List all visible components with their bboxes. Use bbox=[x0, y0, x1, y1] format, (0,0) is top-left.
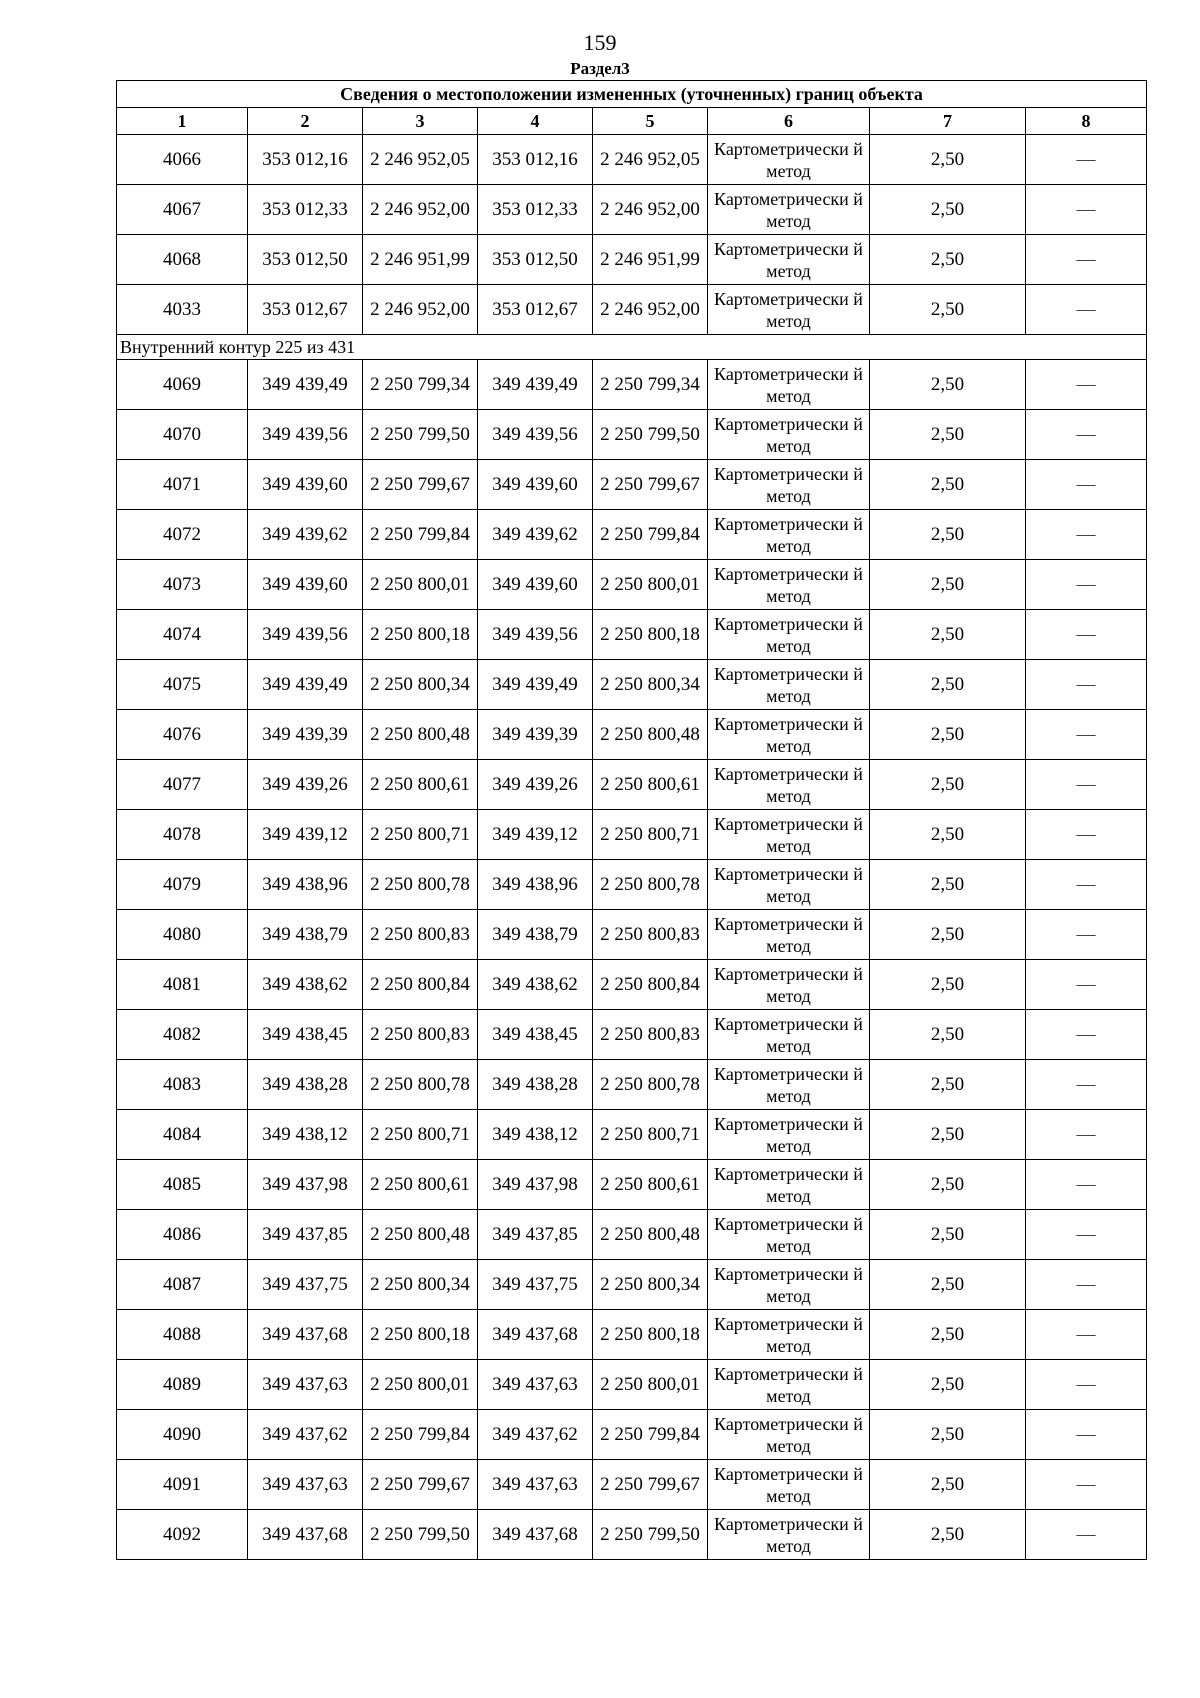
x-old-cell: 349 438,45 bbox=[248, 1010, 363, 1060]
note-cell: — bbox=[1026, 610, 1147, 660]
table-row bbox=[117, 760, 1147, 810]
point-number-cell: 4068 bbox=[117, 235, 248, 285]
x-old-cell: 349 439,39 bbox=[248, 710, 363, 760]
x-old-cell: 349 437,85 bbox=[248, 1210, 363, 1260]
x-old-cell: 353 012,33 bbox=[248, 185, 363, 235]
y-new-cell: 2 250 799,50 bbox=[593, 410, 708, 460]
method-cell: Картометрически й метод bbox=[708, 1360, 870, 1410]
y-old-cell: 2 250 800,61 bbox=[363, 1160, 478, 1210]
table-row bbox=[117, 560, 1147, 610]
page-number: 159 bbox=[583, 30, 617, 55]
column-number: 7 bbox=[870, 108, 1026, 135]
method-cell: Картометрически й метод bbox=[708, 185, 870, 235]
note-cell: — bbox=[1026, 285, 1147, 335]
method-cell: Картометрически й метод bbox=[708, 1060, 870, 1110]
y-old-cell: 2 250 799,84 bbox=[363, 510, 478, 560]
accuracy-cell: 2,50 bbox=[870, 360, 1026, 410]
x-old-cell: 349 438,12 bbox=[248, 1110, 363, 1160]
note-cell: — bbox=[1026, 360, 1147, 410]
table-row bbox=[117, 510, 1147, 560]
x-new-cell: 349 439,39 bbox=[478, 710, 593, 760]
point-number-cell: 4079 bbox=[117, 860, 248, 910]
note-cell: — bbox=[1026, 1410, 1147, 1460]
y-old-cell: 2 250 800,34 bbox=[363, 660, 478, 710]
table-row bbox=[117, 1360, 1147, 1410]
table-row bbox=[117, 410, 1147, 460]
note-cell: — bbox=[1026, 510, 1147, 560]
x-old-cell: 349 438,28 bbox=[248, 1060, 363, 1110]
x-new-cell: 349 437,68 bbox=[478, 1510, 593, 1560]
column-number: 1 bbox=[117, 108, 248, 135]
y-old-cell: 2 250 800,83 bbox=[363, 910, 478, 960]
y-new-cell: 2 250 800,48 bbox=[593, 710, 708, 760]
x-new-cell: 349 438,79 bbox=[478, 910, 593, 960]
x-old-cell: 349 439,12 bbox=[248, 810, 363, 860]
point-number-cell: 4080 bbox=[117, 910, 248, 960]
y-new-cell: 2 250 800,71 bbox=[593, 810, 708, 860]
note-cell: — bbox=[1026, 1460, 1147, 1510]
x-new-cell: 349 438,62 bbox=[478, 960, 593, 1010]
x-new-cell: 349 438,96 bbox=[478, 860, 593, 910]
method-cell: Картометрически й метод bbox=[708, 1460, 870, 1510]
method-cell: Картометрически й метод bbox=[708, 235, 870, 285]
y-new-cell: 2 250 800,78 bbox=[593, 1060, 708, 1110]
note-cell: — bbox=[1026, 1510, 1147, 1560]
method-cell: Картометрически й метод bbox=[708, 1160, 870, 1210]
x-old-cell: 349 437,68 bbox=[248, 1310, 363, 1360]
y-old-cell: 2 250 800,84 bbox=[363, 960, 478, 1010]
point-number-cell: 4075 bbox=[117, 660, 248, 710]
accuracy-cell: 2,50 bbox=[870, 1460, 1026, 1510]
method-cell: Картометрически й метод bbox=[708, 1010, 870, 1060]
y-old-cell: 2 250 800,71 bbox=[363, 1110, 478, 1160]
accuracy-cell: 2,50 bbox=[870, 235, 1026, 285]
y-old-cell: 2 250 799,50 bbox=[363, 410, 478, 460]
table-row bbox=[117, 860, 1147, 910]
table-row bbox=[117, 185, 1147, 235]
accuracy-cell: 2,50 bbox=[870, 285, 1026, 335]
y-old-cell: 2 250 800,18 bbox=[363, 610, 478, 660]
table-row bbox=[117, 1260, 1147, 1310]
method-cell: Картометрически й метод bbox=[708, 285, 870, 335]
method-cell: Картометрически й метод bbox=[708, 710, 870, 760]
x-old-cell: 349 437,98 bbox=[248, 1160, 363, 1210]
x-new-cell: 349 438,28 bbox=[478, 1060, 593, 1110]
x-old-cell: 349 439,60 bbox=[248, 460, 363, 510]
x-new-cell: 349 439,56 bbox=[478, 610, 593, 660]
x-new-cell: 349 439,60 bbox=[478, 460, 593, 510]
point-number-cell: 4081 bbox=[117, 960, 248, 1010]
table-row bbox=[117, 610, 1147, 660]
x-old-cell: 349 439,56 bbox=[248, 410, 363, 460]
note-cell: — bbox=[1026, 135, 1147, 185]
x-old-cell: 349 439,62 bbox=[248, 510, 363, 560]
x-old-cell: 349 439,26 bbox=[248, 760, 363, 810]
point-number-cell: 4090 bbox=[117, 1410, 248, 1460]
y-old-cell: 2 250 799,84 bbox=[363, 1410, 478, 1460]
point-number-cell: 4074 bbox=[117, 610, 248, 660]
note-cell: — bbox=[1026, 235, 1147, 285]
note-cell: — bbox=[1026, 1110, 1147, 1160]
method-cell: Картометрически й метод bbox=[708, 460, 870, 510]
y-new-cell: 2 246 951,99 bbox=[593, 235, 708, 285]
table-row bbox=[117, 285, 1147, 335]
accuracy-cell: 2,50 bbox=[870, 710, 1026, 760]
accuracy-cell: 2,50 bbox=[870, 1260, 1026, 1310]
column-number: 2 bbox=[248, 108, 363, 135]
point-number-cell: 4089 bbox=[117, 1360, 248, 1410]
y-new-cell: 2 246 952,05 bbox=[593, 135, 708, 185]
accuracy-cell: 2,50 bbox=[870, 1410, 1026, 1460]
column-number: 8 bbox=[1026, 108, 1147, 135]
point-number-cell: 4082 bbox=[117, 1010, 248, 1060]
point-number-cell: 4072 bbox=[117, 510, 248, 560]
table-row bbox=[117, 960, 1147, 1010]
y-new-cell: 2 250 800,84 bbox=[593, 960, 708, 1010]
y-old-cell: 2 246 952,05 bbox=[363, 135, 478, 185]
accuracy-cell: 2,50 bbox=[870, 1060, 1026, 1110]
x-old-cell: 349 437,63 bbox=[248, 1360, 363, 1410]
y-new-cell: 2 250 800,48 bbox=[593, 1210, 708, 1260]
x-old-cell: 349 439,56 bbox=[248, 610, 363, 660]
method-cell: Картометрически й метод bbox=[708, 560, 870, 610]
y-new-cell: 2 250 800,71 bbox=[593, 1110, 708, 1160]
note-cell: — bbox=[1026, 1010, 1147, 1060]
accuracy-cell: 2,50 bbox=[870, 1310, 1026, 1360]
x-new-cell: 349 439,62 bbox=[478, 510, 593, 560]
y-old-cell: 2 250 800,01 bbox=[363, 560, 478, 610]
table-row bbox=[117, 135, 1147, 185]
table-row bbox=[117, 1110, 1147, 1160]
method-cell: Картометрически й метод bbox=[708, 960, 870, 1010]
table-row bbox=[117, 710, 1147, 760]
method-cell: Картометрически й метод bbox=[708, 910, 870, 960]
method-cell: Картометрически й метод bbox=[708, 1260, 870, 1310]
y-new-cell: 2 250 800,34 bbox=[593, 1260, 708, 1310]
x-new-cell: 353 012,50 bbox=[478, 235, 593, 285]
x-new-cell: 349 438,45 bbox=[478, 1010, 593, 1060]
accuracy-cell: 2,50 bbox=[870, 1010, 1026, 1060]
y-new-cell: 2 250 800,78 bbox=[593, 860, 708, 910]
note-cell: — bbox=[1026, 1360, 1147, 1410]
y-old-cell: 2 250 799,34 bbox=[363, 360, 478, 410]
point-number-cell: 4088 bbox=[117, 1310, 248, 1360]
section-label: Раздел3 bbox=[570, 59, 630, 78]
table-row bbox=[117, 1510, 1147, 1560]
y-new-cell: 2 250 799,84 bbox=[593, 1410, 708, 1460]
y-new-cell: 2 250 800,18 bbox=[593, 1310, 708, 1360]
accuracy-cell: 2,50 bbox=[870, 1510, 1026, 1560]
accuracy-cell: 2,50 bbox=[870, 810, 1026, 860]
note-cell: — bbox=[1026, 960, 1147, 1010]
note-cell: — bbox=[1026, 860, 1147, 910]
point-number-cell: 4085 bbox=[117, 1160, 248, 1210]
y-old-cell: 2 246 952,00 bbox=[363, 285, 478, 335]
x-old-cell: 353 012,16 bbox=[248, 135, 363, 185]
x-old-cell: 353 012,67 bbox=[248, 285, 363, 335]
x-old-cell: 349 437,63 bbox=[248, 1460, 363, 1510]
y-old-cell: 2 250 800,18 bbox=[363, 1310, 478, 1360]
x-new-cell: 349 437,63 bbox=[478, 1360, 593, 1410]
point-number-cell: 4078 bbox=[117, 810, 248, 860]
y-new-cell: 2 250 799,84 bbox=[593, 510, 708, 560]
table-row bbox=[117, 910, 1147, 960]
accuracy-cell: 2,50 bbox=[870, 460, 1026, 510]
note-cell: — bbox=[1026, 1260, 1147, 1310]
accuracy-cell: 2,50 bbox=[870, 560, 1026, 610]
table-row bbox=[117, 1060, 1147, 1110]
accuracy-cell: 2,50 bbox=[870, 135, 1026, 185]
y-old-cell: 2 250 800,71 bbox=[363, 810, 478, 860]
point-number-cell: 4071 bbox=[117, 460, 248, 510]
accuracy-cell: 2,50 bbox=[870, 910, 1026, 960]
method-cell: Картометрически й метод bbox=[708, 1210, 870, 1260]
point-number-cell: 4070 bbox=[117, 410, 248, 460]
accuracy-cell: 2,50 bbox=[870, 410, 1026, 460]
x-new-cell: 349 437,98 bbox=[478, 1160, 593, 1210]
table-row bbox=[117, 1160, 1147, 1210]
method-cell: Картометрически й метод bbox=[708, 1110, 870, 1160]
x-old-cell: 349 437,62 bbox=[248, 1410, 363, 1460]
y-new-cell: 2 250 800,61 bbox=[593, 760, 708, 810]
note-cell: — bbox=[1026, 1160, 1147, 1210]
x-old-cell: 349 439,49 bbox=[248, 360, 363, 410]
accuracy-cell: 2,50 bbox=[870, 510, 1026, 560]
note-cell: — bbox=[1026, 1060, 1147, 1110]
note-cell: — bbox=[1026, 710, 1147, 760]
y-new-cell: 2 250 800,01 bbox=[593, 1360, 708, 1410]
accuracy-cell: 2,50 bbox=[870, 1210, 1026, 1260]
y-new-cell: 2 250 800,01 bbox=[593, 560, 708, 610]
note-cell: — bbox=[1026, 460, 1147, 510]
y-new-cell: 2 250 799,67 bbox=[593, 460, 708, 510]
y-old-cell: 2 250 799,50 bbox=[363, 1510, 478, 1560]
x-new-cell: 349 439,12 bbox=[478, 810, 593, 860]
y-new-cell: 2 250 800,83 bbox=[593, 1010, 708, 1060]
method-cell: Картометрически й метод bbox=[708, 410, 870, 460]
point-number-cell: 4083 bbox=[117, 1060, 248, 1110]
y-old-cell: 2 250 800,01 bbox=[363, 1360, 478, 1410]
y-new-cell: 2 250 800,34 bbox=[593, 660, 708, 710]
method-cell: Картометрически й метод bbox=[708, 135, 870, 185]
point-number-cell: 4067 bbox=[117, 185, 248, 235]
table-row bbox=[117, 1410, 1147, 1460]
y-old-cell: 2 250 800,61 bbox=[363, 760, 478, 810]
table-title: Сведения о местоположении измененных (уточненных) границ объекта bbox=[117, 81, 1147, 108]
y-old-cell: 2 250 800,48 bbox=[363, 710, 478, 760]
y-new-cell: 2 246 952,00 bbox=[593, 285, 708, 335]
point-number-cell: 4087 bbox=[117, 1260, 248, 1310]
x-new-cell: 353 012,33 bbox=[478, 185, 593, 235]
note-cell: — bbox=[1026, 185, 1147, 235]
x-new-cell: 349 439,49 bbox=[478, 660, 593, 710]
table-row bbox=[117, 1460, 1147, 1510]
x-new-cell: 349 439,26 bbox=[478, 760, 593, 810]
x-new-cell: 353 012,16 bbox=[478, 135, 593, 185]
method-cell: Картометрически й метод bbox=[708, 660, 870, 710]
method-cell: Картометрически й метод bbox=[708, 760, 870, 810]
table-row bbox=[117, 1210, 1147, 1260]
column-number: 6 bbox=[708, 108, 870, 135]
table-row bbox=[117, 360, 1147, 410]
y-old-cell: 2 250 799,67 bbox=[363, 460, 478, 510]
point-number-cell: 4069 bbox=[117, 360, 248, 410]
x-new-cell: 349 439,56 bbox=[478, 410, 593, 460]
table-row bbox=[117, 1310, 1147, 1360]
x-new-cell: 353 012,67 bbox=[478, 285, 593, 335]
point-number-cell: 4086 bbox=[117, 1210, 248, 1260]
accuracy-cell: 2,50 bbox=[870, 610, 1026, 660]
column-number: 3 bbox=[363, 108, 478, 135]
accuracy-cell: 2,50 bbox=[870, 1360, 1026, 1410]
x-new-cell: 349 437,75 bbox=[478, 1260, 593, 1310]
x-new-cell: 349 438,12 bbox=[478, 1110, 593, 1160]
note-cell: — bbox=[1026, 810, 1147, 860]
accuracy-cell: 2,50 bbox=[870, 1110, 1026, 1160]
note-cell: — bbox=[1026, 910, 1147, 960]
y-new-cell: 2 250 800,61 bbox=[593, 1160, 708, 1210]
y-old-cell: 2 250 800,78 bbox=[363, 860, 478, 910]
x-old-cell: 349 439,60 bbox=[248, 560, 363, 610]
y-new-cell: 2 250 800,18 bbox=[593, 610, 708, 660]
table-row bbox=[117, 660, 1147, 710]
table-row bbox=[117, 235, 1147, 285]
point-number-cell: 4076 bbox=[117, 710, 248, 760]
accuracy-cell: 2,50 bbox=[870, 660, 1026, 710]
method-cell: Картометрически й метод bbox=[708, 610, 870, 660]
y-old-cell: 2 250 800,48 bbox=[363, 1210, 478, 1260]
y-new-cell: 2 246 952,00 bbox=[593, 185, 708, 235]
y-new-cell: 2 250 800,83 bbox=[593, 910, 708, 960]
x-old-cell: 349 437,68 bbox=[248, 1510, 363, 1560]
method-cell: Картометрически й метод bbox=[708, 860, 870, 910]
point-number-cell: 4033 bbox=[117, 285, 248, 335]
contour-header-row bbox=[117, 335, 1147, 360]
x-new-cell: 349 437,85 bbox=[478, 1210, 593, 1260]
contour-label: Внутренний контур 225 из 431 bbox=[117, 335, 1147, 360]
method-cell: Картометрически й метод bbox=[708, 1510, 870, 1560]
y-old-cell: 2 246 951,99 bbox=[363, 235, 478, 285]
y-new-cell: 2 250 799,50 bbox=[593, 1510, 708, 1560]
point-number-cell: 4077 bbox=[117, 760, 248, 810]
x-new-cell: 349 439,49 bbox=[478, 360, 593, 410]
table-row bbox=[117, 810, 1147, 860]
y-old-cell: 2 250 800,34 bbox=[363, 1260, 478, 1310]
point-number-cell: 4092 bbox=[117, 1510, 248, 1560]
x-new-cell: 349 437,63 bbox=[478, 1460, 593, 1510]
table-row bbox=[117, 1010, 1147, 1060]
point-number-cell: 4073 bbox=[117, 560, 248, 610]
coordinates-table bbox=[116, 80, 1147, 1560]
x-old-cell: 349 439,49 bbox=[248, 660, 363, 710]
table-row bbox=[117, 460, 1147, 510]
y-old-cell: 2 250 800,78 bbox=[363, 1060, 478, 1110]
y-old-cell: 2 250 799,67 bbox=[363, 1460, 478, 1510]
method-cell: Картометрически й метод bbox=[708, 1410, 870, 1460]
x-new-cell: 349 439,60 bbox=[478, 560, 593, 610]
column-number: 5 bbox=[593, 108, 708, 135]
point-number-cell: 4066 bbox=[117, 135, 248, 185]
note-cell: — bbox=[1026, 760, 1147, 810]
point-number-cell: 4091 bbox=[117, 1460, 248, 1510]
y-new-cell: 2 250 799,67 bbox=[593, 1460, 708, 1510]
accuracy-cell: 2,50 bbox=[870, 1160, 1026, 1210]
y-new-cell: 2 250 799,34 bbox=[593, 360, 708, 410]
accuracy-cell: 2,50 bbox=[870, 760, 1026, 810]
note-cell: — bbox=[1026, 1310, 1147, 1360]
x-old-cell: 349 437,75 bbox=[248, 1260, 363, 1310]
accuracy-cell: 2,50 bbox=[870, 185, 1026, 235]
accuracy-cell: 2,50 bbox=[870, 860, 1026, 910]
y-old-cell: 2 250 800,83 bbox=[363, 1010, 478, 1060]
x-old-cell: 349 438,62 bbox=[248, 960, 363, 1010]
method-cell: Картометрически й метод bbox=[708, 510, 870, 560]
method-cell: Картометрически й метод bbox=[708, 360, 870, 410]
method-cell: Картометрически й метод bbox=[708, 1310, 870, 1360]
x-new-cell: 349 437,62 bbox=[478, 1410, 593, 1460]
column-number: 4 bbox=[478, 108, 593, 135]
x-old-cell: 349 438,96 bbox=[248, 860, 363, 910]
column-number-row bbox=[117, 108, 1147, 135]
note-cell: — bbox=[1026, 560, 1147, 610]
note-cell: — bbox=[1026, 1210, 1147, 1260]
method-cell: Картометрически й метод bbox=[708, 810, 870, 860]
point-number-cell: 4084 bbox=[117, 1110, 248, 1160]
accuracy-cell: 2,50 bbox=[870, 960, 1026, 1010]
y-old-cell: 2 246 952,00 bbox=[363, 185, 478, 235]
x-new-cell: 349 437,68 bbox=[478, 1310, 593, 1360]
note-cell: — bbox=[1026, 660, 1147, 710]
note-cell: — bbox=[1026, 410, 1147, 460]
x-old-cell: 349 438,79 bbox=[248, 910, 363, 960]
x-old-cell: 353 012,50 bbox=[248, 235, 363, 285]
